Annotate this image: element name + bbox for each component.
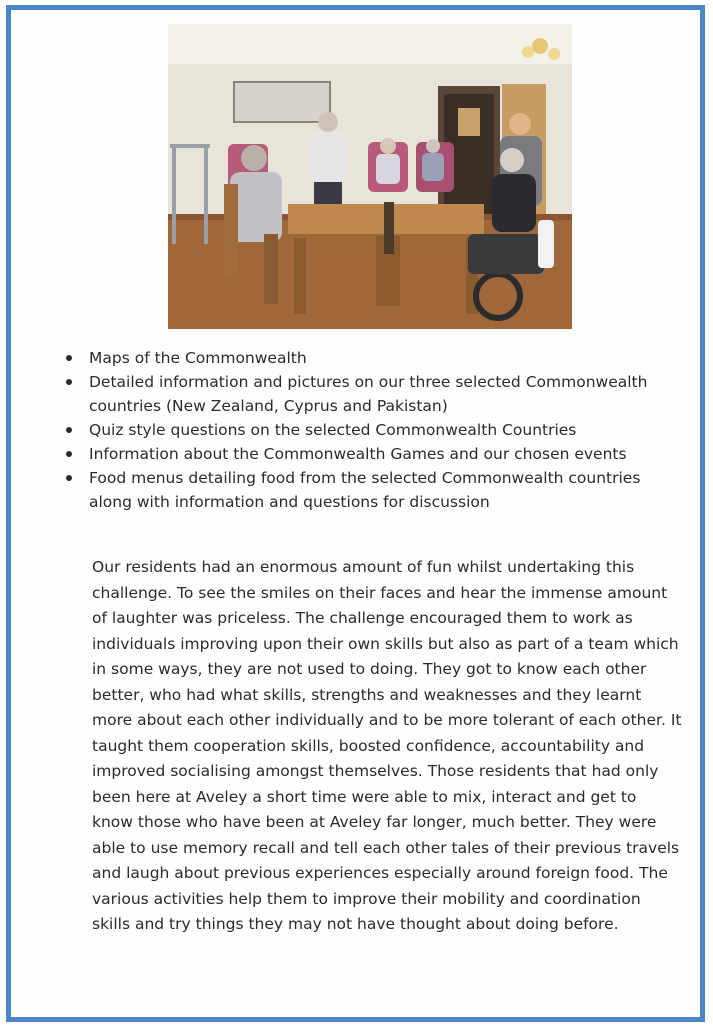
summary-paragraph: Our residents had an enormous amount of fun whilst undertaking this challenge. To see the smiles on their faces and hear the immense amount of laughter was priceless. The challenge encouraged them to work as individuals improving upon their own skills but also as part of a team which in some ways, they are not used to doing. They got to know each other better, who had what skills, strengths and weaknesses and they learnt more about each other individually and to be more tolerant of each other. It taught them cooperation skills, boosted confidence, accountability and improved socialising amongst themselves. Those residents that had only been here at Aveley a short time were able to mix, interact and get to know those who have been at Aveley far longer, much better. They were able to use memory recall and tell each other tales of their previous travels and laugh about previous experiences especially around foreign food. The various activities help them to improve their mobility and coordination skills and try things they may not have thought about doing before. (92, 558, 682, 933)
list-item: Information about the Commonwealth Games and our chosen events (64, 442, 664, 466)
residents-photo (168, 24, 572, 329)
list-item: Detailed information and pictures on our three selected Commonwealth countries (New Zealand, Cyprus and Pakistan) (64, 370, 664, 418)
list-item: Maps of the Commonwealth (64, 346, 664, 370)
list-item: Quiz style questions on the selected Commonwealth Countries (64, 418, 664, 442)
list-item: Food menus detailing food from the selected Commonwealth countries along with information and questions for discussion (64, 466, 664, 514)
activities-list (64, 346, 664, 514)
